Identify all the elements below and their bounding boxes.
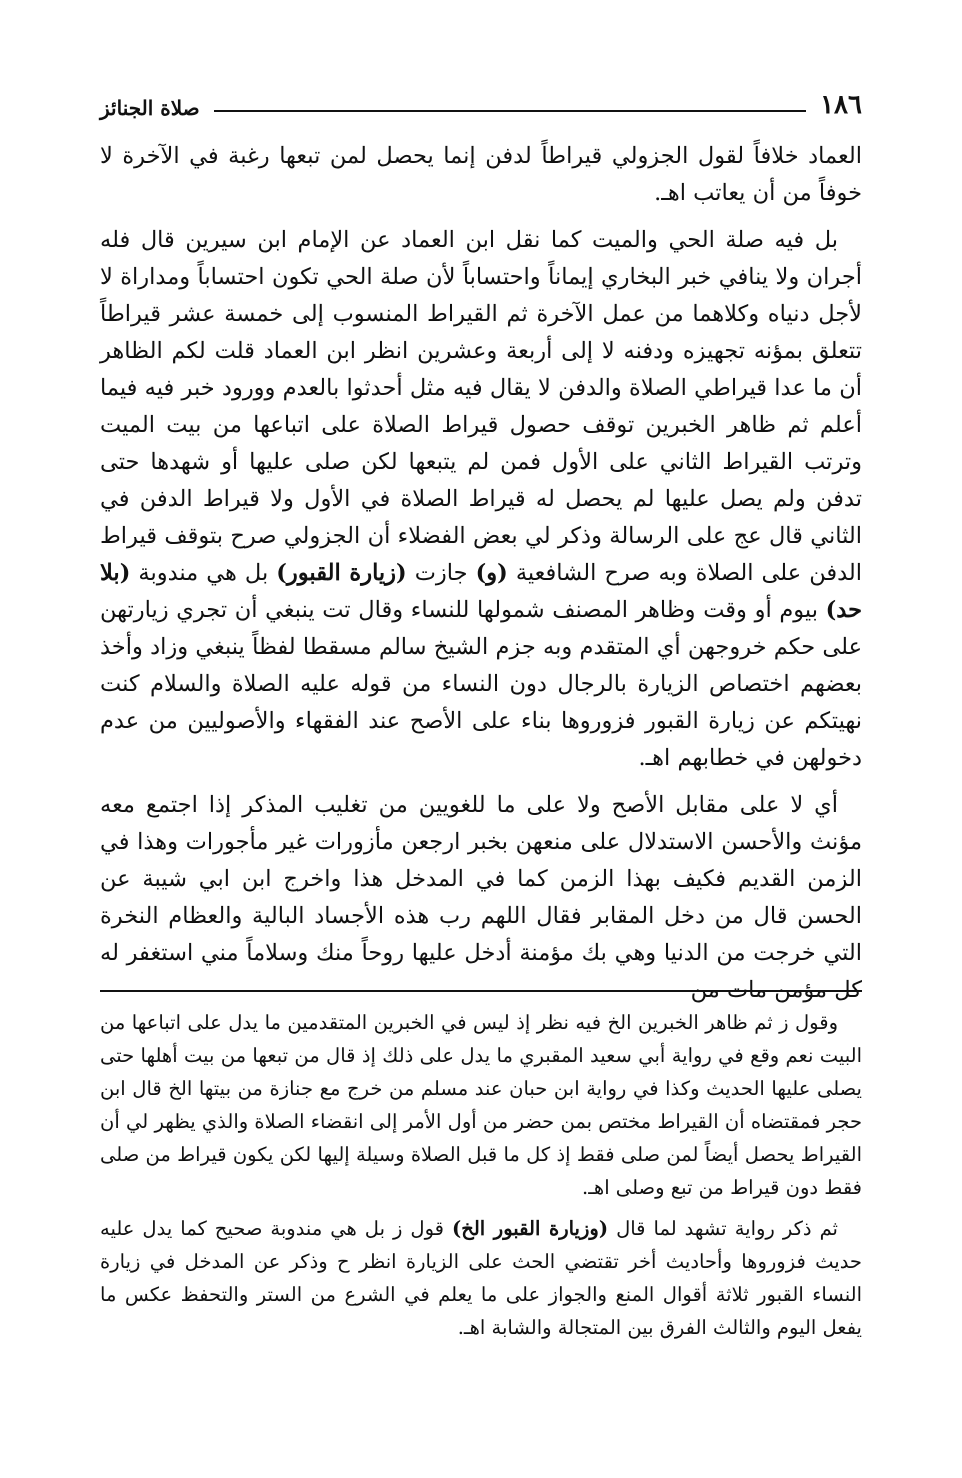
footnote-1-text: وقول ز ثم ظاهر الخبرين الخ فيه نظر إذ ليس في الخبرين المتقدمين ما يدل على اتباعها من البيت نعم وقع في رواية أبي سعيد المقبري ما يدل على ذلك إذ قال من تبعها من بيت أهلها حتى يصلى عليها الحديث وكذا في رواية ابن حبان عند مسلم من خرج مع جنازة من بيتها الخ قال ابن حجر فمقتضاه أن القيراط مختص بمن حضر من أول الأمر إلى انقضاء الصلاة والذي يظهر لي أن القيراط يحصل أيضاً لمن صلى فقط إذ كل ما قبل الصلاة وسيلة إليها لكن يكون قيراط من صلى فقط دون قيراط من تبع وصلى اهـ. (100, 1011, 862, 1199)
paragraph-2-text-c2: بل هي مندوبة (138, 560, 269, 586)
running-header (100, 78, 862, 118)
matn-bila-hadd: (بلا حد) (100, 560, 863, 623)
paragraph-2-text-c3: بيوم أو وقت وظاهر المصنف شمولها للنساء وقال تت ينبغي أن تجري زيارتهن على حكم خروجهن أي المتقدم وبه جزم الشيخ سالم مسقطا لفظاً ينبغي وزاد وأخذ بعضهم اختصاص الزيارة بالرجال دون النساء من قوله عليه الصلاة والسلام كنت نهيتكم عن زيارة القبور فزوروها بناء على الأصح عند الفقهاء والأصوليين من عدم دخولهن في خطابهم اهـ. (100, 597, 862, 771)
paragraph-2-text-c1: جازت (414, 560, 468, 586)
footnote-2-text-c: قول ز بل هي مندوبة صحيح كما يدل عليه حديث فزوروها وأحاديث أخر تقتضي الحث على الزيارة انظر ح وذكر عن المدخل في زيارة النساء القبور ثلاثة أقوال المنع والجواز على ما يعلم في الشرع من الستر والتحفظ عكس ما يفعل اليوم والثالث الفرق بين المتجالة والشابة اهـ. (100, 1217, 862, 1339)
paragraph-3-text: أي لا على مقابل الأصح ولا على ما للغويين من تغليب المذكر إذا اجتمع معه مؤنث والأحسن الاستدلال على منعهن بخبر ارجعن مأزورات غير مأجورات وهذا في الزمن القديم فكيف بهذا الزمن كما في المدخل هذا واخرج ابن ابي شيبة عن الحسن قال من دخل المقابر فقال اللهم رب هذه الأجساد البالية والعظام النخرة التي خرجت من الدنيا وهي بك مؤمنة أدخل عليها روحاً منك وسلاماً مني استغفر له كل مؤمن مات من (100, 792, 862, 1003)
paragraph-1 (100, 138, 862, 212)
footnote-1 (100, 1006, 862, 1204)
paragraph-3 (100, 787, 862, 1009)
paragraph-2-text-a: بل فيه صلة الحي والميت كما نقل ابن العماد عن الإمام ابن سيرين قال فله أجران ولا ينافي خبر البخاري إيماناً واحتساباً لأن صلة الحي تكون احتساباً ومداراة لا لأجل دنياه وكلاهما من عمل الآخرة ثم القيراط المنسوب إلى خمسة عشر قيراطاً تتعلق بمؤنه تجهيزه ودفنه لا إلى أربعة وعشرين انظر ابن العماد قلت لكم الظاهر أن ما عدا قيراطي الصلاة والدفن لا يقال فيه مثل أحدثوا بالعدم وورود خبر فيه فيما أعلم ثم ظاهر الخبرين توقف حصول قيراط الصلاة على اتباعها من بيت الميت وترتب القيراط الثاني على الأول فمن لم يتبعها لكن صلى عليها أو شهدها حتى تدفن ولم يصل عليها لم يحصل له قيراط الصلاة في الأول ولا قيراط الدفن في الثاني قال عج على الرسالة وذكر لي بعض الفضلاء أن الجزولي صرح بتوقف قيراط الدفن على الصلاة وبه صرح الشافعية (100, 227, 863, 586)
chapter-title: صلاة الجنائز (100, 96, 200, 120)
header-rule (214, 110, 806, 112)
footnote-2 (100, 1212, 862, 1344)
footnote-separator (100, 990, 862, 992)
paragraph-1-text: العماد خلافاً لقول الجزولي قيراطاً لدفن إنما يحصل لمن تبعها رغبة في الآخرة لا خوفاً من أن يعاتب اهـ. (100, 143, 862, 206)
footnotes (100, 1006, 862, 1352)
main-text (100, 138, 862, 1019)
footnote-2-matn: (وزيارة القبور الخ) (452, 1217, 609, 1240)
footnote-2-text-a: ثم ذكر رواية تشهد لما قال (616, 1217, 838, 1240)
page-number: ١٨٦ (820, 90, 862, 120)
matn-conjunction: (و) (475, 560, 508, 586)
paragraph-2 (100, 222, 862, 777)
matn-ziyarat-al-qubur: (زيارة القبور) (276, 560, 407, 586)
